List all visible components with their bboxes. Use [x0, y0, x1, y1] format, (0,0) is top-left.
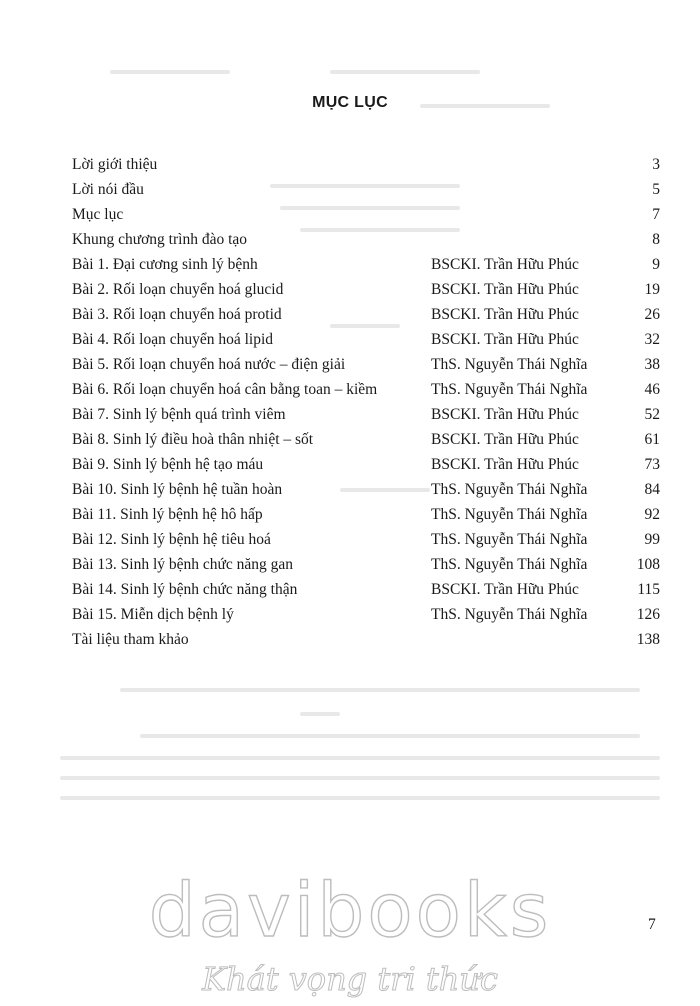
toc-entry-title: Bài 1. Đại cương sinh lý bệnh: [72, 256, 258, 273]
toc-entry: [72, 577, 660, 602]
toc-entry: [72, 227, 660, 252]
toc-entry: [72, 402, 660, 427]
toc-entry: [72, 602, 660, 627]
toc-entry: [72, 352, 660, 377]
toc-entry-page: 3: [652, 156, 660, 173]
toc-entry: [72, 377, 660, 402]
toc-entry-page: 32: [644, 331, 660, 348]
toc-entry-page: 73: [644, 456, 660, 473]
toc-entry-author: ThS. Nguyễn Thái Nghĩa: [431, 556, 588, 573]
toc-entry-author: ThS. Nguyễn Thái Nghĩa: [431, 381, 588, 398]
page-number: 7: [648, 916, 656, 933]
toc-entry: [72, 277, 660, 302]
toc-entry: [72, 427, 660, 452]
toc-entry-page: 99: [644, 531, 660, 548]
toc-entry-page: 26: [644, 306, 660, 323]
toc-entry-author: BSCKI. Trần Hữu Phúc: [431, 406, 579, 423]
toc-entry-page: 108: [636, 556, 660, 573]
toc-entry: [72, 327, 660, 352]
toc-entry: [72, 502, 660, 527]
toc-entry-author: ThS. Nguyễn Thái Nghĩa: [431, 606, 588, 623]
watermark-slogan-text: Khát vọng tri thức: [202, 960, 498, 998]
toc-entry-title: Bài 7. Sinh lý bệnh quá trình viêm: [72, 406, 286, 423]
toc-entry-author: BSCKI. Trần Hữu Phúc: [431, 331, 579, 348]
toc-entry: [72, 252, 660, 277]
toc-entry-page: 61: [644, 431, 660, 448]
toc-entry-author: BSCKI. Trần Hữu Phúc: [431, 306, 579, 323]
toc-entry: [72, 202, 660, 227]
toc-entry: [72, 152, 660, 177]
toc-entry-title: Bài 4. Rối loạn chuyển hoá lipid: [72, 331, 274, 348]
toc-entry-title: Bài 2. Rối loạn chuyển hoá glucid: [72, 281, 284, 298]
table-of-contents: [72, 152, 660, 652]
toc-entry: [72, 452, 660, 477]
toc-entry-page: 9: [652, 256, 660, 273]
toc-entry: [72, 627, 660, 652]
toc-entry-page: 115: [637, 581, 660, 598]
toc-entry-author: BSCKI. Trần Hữu Phúc: [431, 581, 579, 598]
toc-entry-page: 19: [644, 281, 660, 298]
toc-entry-author: ThS. Nguyễn Thái Nghĩa: [431, 531, 588, 548]
toc-entry-title: Bài 3. Rối loạn chuyển hoá protid: [72, 306, 282, 323]
toc-entry-title: Bài 5. Rối loạn chuyển hoá nước – điện giải: [72, 356, 346, 373]
toc-entry-title: Bài 9. Sinh lý bệnh hệ tạo máu: [72, 456, 264, 473]
toc-entry-page: 92: [644, 506, 660, 523]
toc-entry-title: Mục lục: [72, 206, 124, 223]
toc-entry-page: 138: [636, 631, 660, 648]
toc-entry-author: BSCKI. Trần Hữu Phúc: [431, 431, 579, 448]
toc-entry-title: Bài 6. Rối loạn chuyển hoá cân bằng toan – kiềm: [72, 381, 378, 398]
toc-entry-page: 38: [644, 356, 660, 373]
page-title: MỤC LỤC: [312, 94, 388, 111]
toc-entry-page: 46: [644, 381, 660, 398]
toc-entry-page: 5: [652, 181, 660, 198]
toc-entry-title: Lời nói đầu: [72, 181, 144, 198]
toc-entry-title: Bài 15. Miễn dịch bệnh lý: [72, 606, 234, 623]
toc-entry-title: Tài liệu tham khảo: [72, 631, 189, 648]
toc-entry-title: Bài 12. Sinh lý bệnh hệ tiêu hoá: [72, 531, 271, 548]
toc-entry-title: Khung chương trình đào tạo: [72, 231, 248, 248]
toc-entry: [72, 527, 660, 552]
toc-entry-page: 8: [652, 231, 660, 248]
toc-entry-page: 7: [652, 206, 660, 223]
toc-entry-author: ThS. Nguyễn Thái Nghĩa: [431, 356, 588, 373]
toc-entry: [72, 177, 660, 202]
toc-entry-page: 84: [644, 481, 660, 498]
toc-entry: [72, 302, 660, 327]
toc-entry-author: BSCKI. Trần Hữu Phúc: [431, 456, 579, 473]
toc-entry-author: ThS. Nguyễn Thái Nghĩa: [431, 481, 588, 498]
toc-entry-title: Bài 10. Sinh lý bệnh hệ tuần hoàn: [72, 481, 283, 498]
toc-entry: [72, 552, 660, 577]
toc-entry-title: Bài 14. Sinh lý bệnh chức năng thận: [72, 581, 298, 598]
toc-entry-author: BSCKI. Trần Hữu Phúc: [431, 281, 579, 298]
toc-entry-author: ThS. Nguyễn Thái Nghĩa: [431, 506, 588, 523]
toc-entry-title: Bài 13. Sinh lý bệnh chức năng gan: [72, 556, 294, 573]
watermark-logo-text: davibooks: [148, 868, 552, 954]
toc-entry-title: Bài 8. Sinh lý điều hoà thân nhiệt – sốt: [72, 431, 314, 448]
toc-entry-title: Lời giới thiệu: [72, 156, 158, 173]
toc-entry-author: BSCKI. Trần Hữu Phúc: [431, 256, 579, 273]
watermark-slogan: [0, 960, 700, 998]
watermark-logo: [0, 868, 700, 954]
toc-entry-page: 126: [636, 606, 660, 623]
toc-entry-title: Bài 11. Sinh lý bệnh hệ hô hấp: [72, 506, 263, 523]
toc-entry: [72, 477, 660, 502]
toc-entry-page: 52: [644, 406, 660, 423]
